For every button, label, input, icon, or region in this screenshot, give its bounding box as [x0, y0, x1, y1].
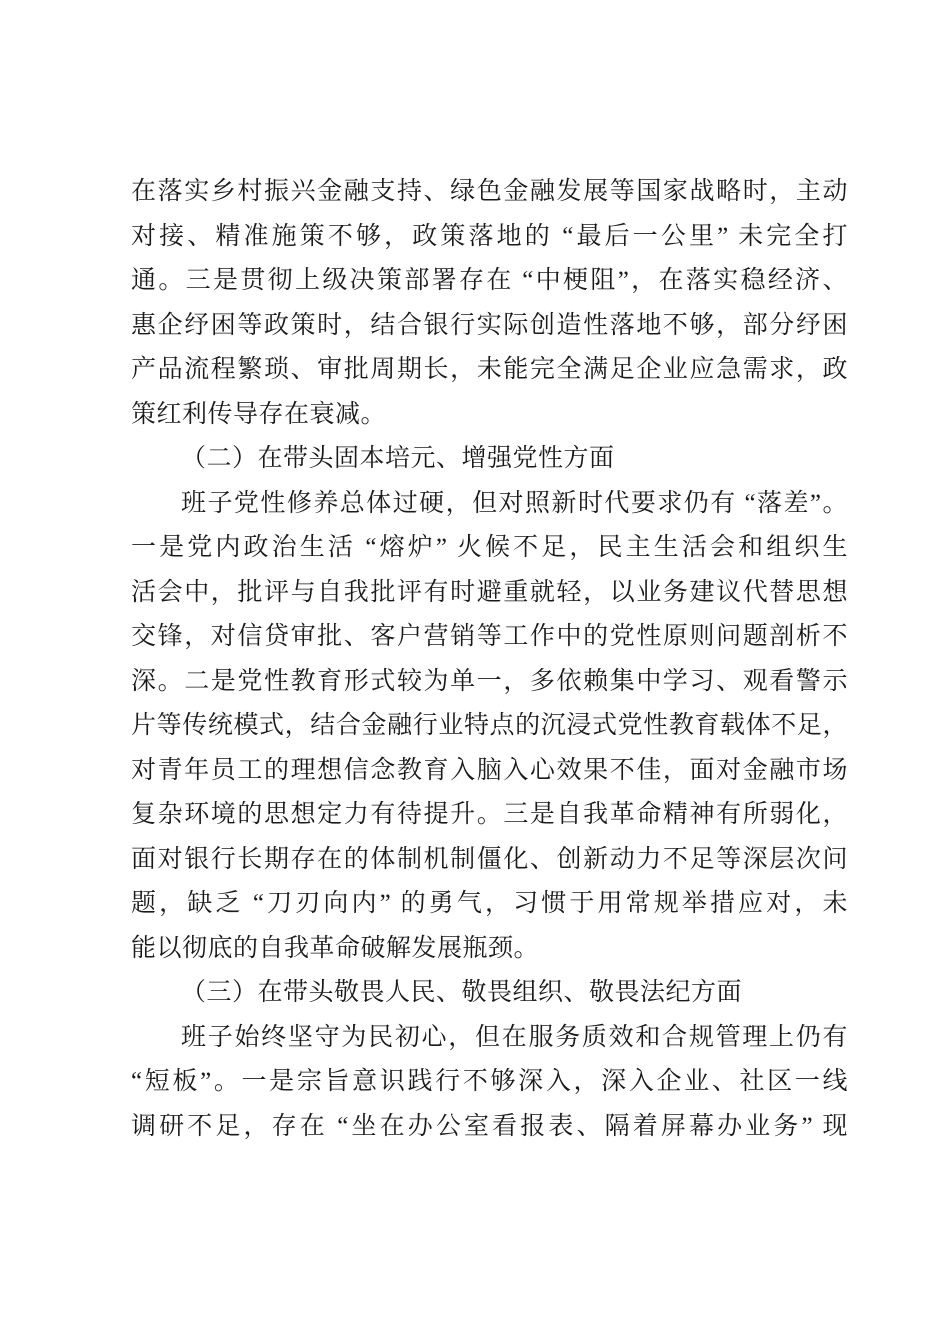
text-line: 策红利传导存在衰减。: [131, 400, 387, 428]
text-line: 片等传统模式，结合金融行业特点的沉浸式党性教育载体不足，: [131, 712, 848, 739]
text-line: 在落实乡村振兴金融支持、绿色金融发展等国家战略时，主动: [131, 178, 848, 205]
text-line: 通。三是贯彻上级决策部署存在 “中梗阻”，在落实稳经济、: [131, 267, 848, 294]
text-line: 题，缺乏 “刀刃向内” 的勇气，习惯于用常规举措应对，未: [131, 890, 848, 917]
section-heading: （二）在带头固本培元、增强党性方面: [181, 445, 615, 472]
text-line: 深。二是党性教育形式较为单一，多依赖集中学习、观看警示: [131, 667, 848, 695]
document-text-block: [131, 170, 848, 1149]
text-line: 能以彻底的自我革命破解发展瓶颈。: [131, 934, 540, 962]
text-line: 对青年员工的理想信念教育入脑入心效果不佳，面对金融市场: [131, 756, 848, 784]
text-line: 一是党内政治生活 “熔炉” 火候不足，民主生活会和组织生: [131, 534, 848, 561]
text-line: 班子党性修养总体过硬，但对照新时代要求仍有 “落差”。: [181, 489, 848, 517]
text-line: 惠企纾困等政策时，结合银行实际创造性落地不够，部分纾困: [131, 311, 848, 339]
text-line: 调研不足，存在 “坐在办公室看报表、隔着屏幕办业务” 现: [131, 1112, 848, 1140]
text-line: 交锋，对信贷审批、客户营销等工作中的党性原则问题剖析不: [131, 623, 848, 650]
text-line: “短板”。一是宗旨意识践行不够深入，深入企业、社区一线: [131, 1068, 848, 1095]
text-line: 面对银行长期存在的体制机制僵化、创新动力不足等深层次问: [131, 845, 848, 873]
text-line: 活会中，批评与自我批评有时避重就轻，以业务建议代替思想: [131, 578, 848, 606]
section-heading: （三）在带头敬畏人民、敬畏组织、敬畏法纪方面: [181, 979, 743, 1006]
text-line: 产品流程繁琐、审批周期长，未能完全满足企业应急需求，政: [131, 356, 848, 383]
text-line: 班子始终坚守为民初心，但在服务质效和合规管理上仍有: [181, 1023, 848, 1051]
text-line: 复杂环境的思想定力有待提升。三是自我革命精神有所弱化，: [131, 801, 848, 828]
text-line: 对接、精准施策不够，政策落地的 “最后一公里” 未完全打: [131, 222, 848, 250]
